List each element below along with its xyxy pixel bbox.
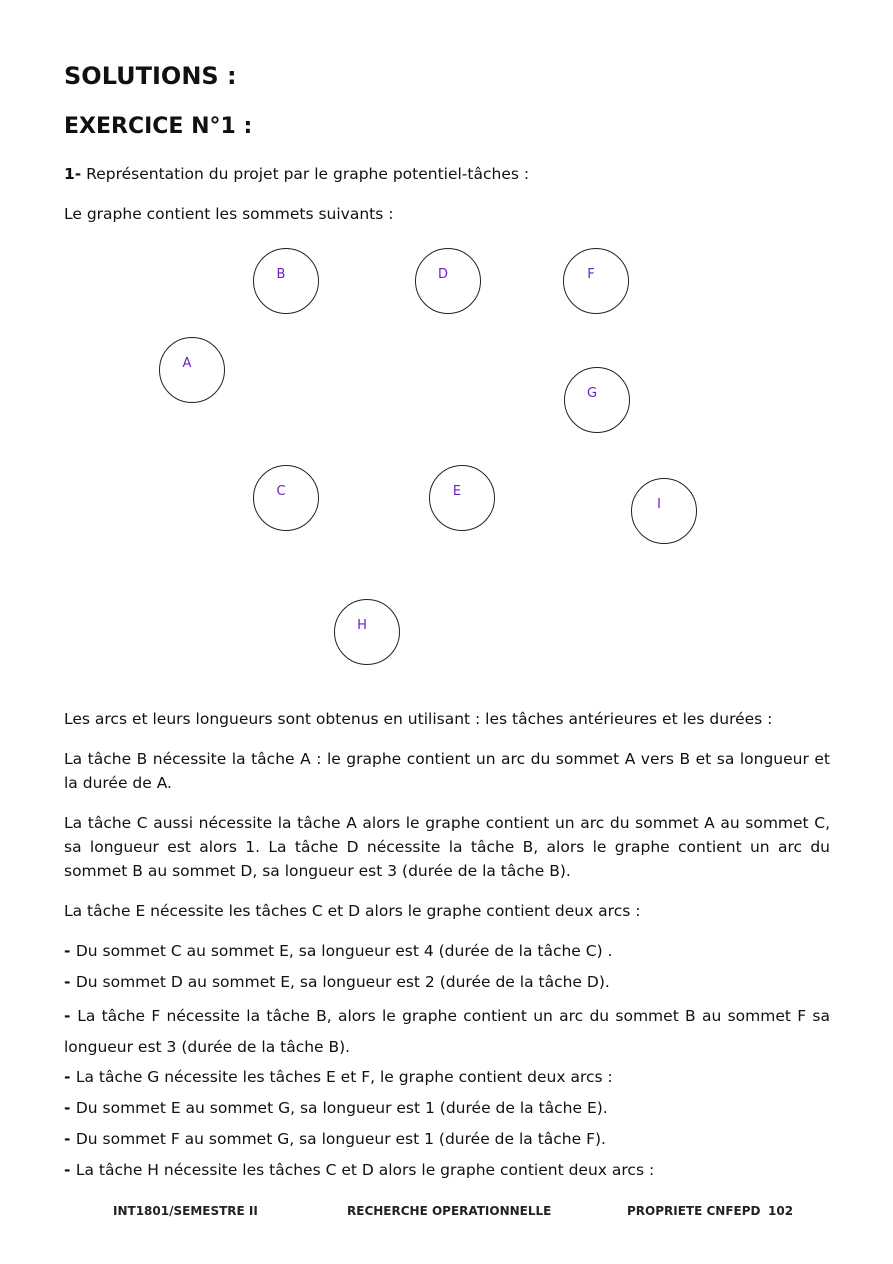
footer-owner: PROPRIETE CNFEPD [627, 1204, 761, 1218]
node-label: I [657, 497, 661, 512]
list-item: - Du sommet F au sommet G, sa longueur est 1 (durée de la tâche F). [64, 1130, 606, 1148]
graph-node-e [429, 465, 495, 531]
node-label: B [276, 267, 286, 282]
node-label: H [357, 618, 367, 633]
list-item: - Du sommet E au sommet G, sa longueur est 1 (durée de la tâche E). [64, 1099, 608, 1117]
list-item: - Du sommet C au sommet E, sa longueur est 4 (durée de la tâche C) . [64, 942, 613, 960]
footer-course-name: RECHERCHE OPERATIONNELLE [347, 1204, 552, 1218]
list-item: - La tâche H nécessite les tâches C et D alors le graphe contient deux arcs : [64, 1161, 655, 1179]
page-number: 102 [768, 1204, 794, 1218]
graph-node-h [334, 599, 400, 665]
list-item: - Du sommet D au sommet E, sa longueur est 2 (durée de la tâche D). [64, 973, 610, 991]
node-label: G [586, 386, 598, 401]
question-1 [64, 162, 830, 186]
graph-intro: Le graphe contient les sommets suivants : [64, 205, 394, 223]
paragraph-task-e: La tâche E nécessite les tâches C et D alors le graphe contient deux arcs : [64, 902, 641, 920]
graph-node-b [253, 248, 319, 314]
node-label: C [276, 484, 286, 499]
node-label: A [182, 356, 192, 371]
question-number: 1- [64, 165, 82, 183]
graph-node-c [253, 465, 319, 531]
graph-node-d [415, 248, 481, 314]
graph-node-a [159, 337, 225, 403]
node-label: F [587, 267, 595, 282]
list-item: - La tâche F nécessite la tâche B, alors le graphe contient un arc du sommet B au sommet F sa longueur est 3 (durée de la tâche B). [64, 1007, 830, 1056]
footer-course-code: INT1801/SEMESTRE II [113, 1204, 258, 1218]
question-text: Représentation du projet par le graphe potentiel-tâches : [81, 165, 530, 183]
page-title: SOLUTIONS : [64, 62, 237, 90]
graph-node-g [564, 367, 630, 433]
node-label: E [452, 484, 462, 499]
exercise-heading: EXERCICE N°1 : [64, 114, 253, 139]
list-item: - La tâche G nécessite les tâches E et F, le graphe contient deux arcs : [64, 1068, 613, 1086]
paragraph-task-b: La tâche B nécessite la tâche A : le graphe contient un arc du sommet A vers B et sa longueur et la durée de A. [64, 750, 830, 792]
paragraph-arcs: Les arcs et leurs longueurs sont obtenus en utilisant : les tâches antérieures et les durées : [64, 710, 773, 728]
graph-node-i [631, 478, 697, 544]
paragraph-task-c-d: La tâche C aussi nécessite la tâche A alors le graphe contient un arc du sommet A au sommet C, sa longueur est alors 1. La tâche D nécessite la tâche B, alors le graphe contient un arc du sommet B au sommet D, sa longueur est 3 (durée de la tâche B). [64, 814, 830, 880]
graph-node-f [563, 248, 629, 314]
node-label: D [437, 267, 448, 282]
